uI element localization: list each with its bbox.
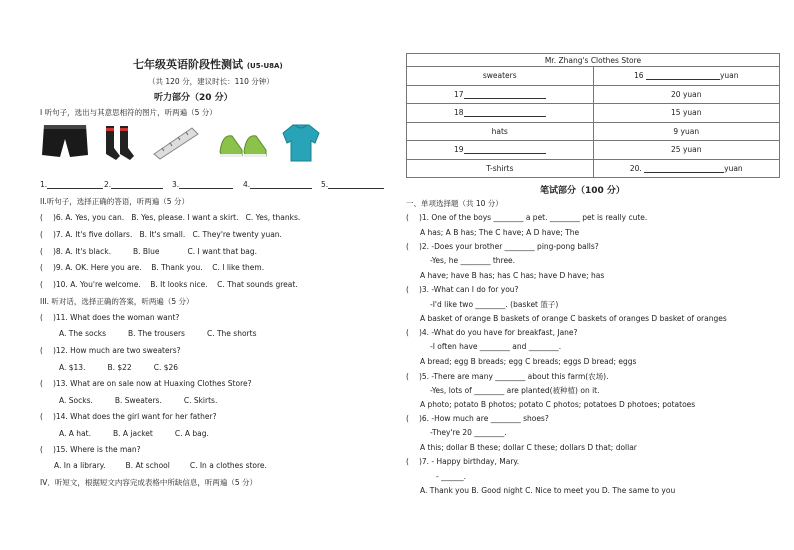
mc-question-3: ( )3. -What can I do for you? (406, 285, 519, 294)
page-title (133, 56, 283, 72)
table-row: 18 15 yuan (407, 104, 780, 123)
mc-question-6-reply: -They're 20 ________. (430, 428, 507, 437)
mc-question-4: ( )4. -What do you have for breakfast, Jane? (406, 328, 578, 337)
table-row: 17 20 yuan (407, 85, 780, 104)
title-text: 七年级英语阶段性测试 (133, 58, 243, 71)
mc-question-3-reply: -I'd like two ________. (basket 篮子) (430, 300, 559, 309)
mc-question-3-options: A basket of orange B baskets of orange C baskets of oranges D basket of oranges (420, 314, 727, 323)
mc-question-4-options: A bread; egg B breads; egg C breads; eggs D bread; eggs (420, 357, 637, 366)
question-12-options: A. $13. B. $22 C. $26 (59, 363, 179, 372)
part1-instruction: I 听句子，选出与其意思相符的图片，听两遍（5 分） (40, 108, 217, 117)
shorts-picture (40, 121, 90, 161)
blank-5[interactable]: 5. (321, 180, 384, 189)
question-15-options: A. In a library. B. At school C. In a clothes store. (54, 461, 267, 470)
mc-question-4-reply: -I often have ________ and ________. (430, 342, 562, 351)
question-12: ( )12. How much are two sweaters? (40, 346, 181, 355)
shoes-picture (218, 126, 268, 162)
question-9: ( )9. A. OK. Here you are. B. Thank you. C. I like them. (40, 263, 265, 272)
socks-picture (102, 124, 138, 162)
question-11-options: A. The socks B. The trousers C. The shorts (59, 329, 257, 338)
mc-question-2-reply: -Yes, he ________ three. (430, 256, 516, 265)
listening-title: 听力部分（20 分） (154, 93, 233, 103)
mc-question-1: ( )1. One of the boys ________ a pet. ________ pet is really cute. (406, 213, 648, 222)
mc-question-6: ( )6. -How much are ________ shoes? (406, 414, 549, 423)
mc-question-1-options: A has; A B has; The C have; A D have; The (420, 228, 580, 237)
blank-1[interactable]: 1. (40, 180, 103, 189)
mc-question-2-options: A have; have B has; has C has; have D have; has (420, 271, 605, 280)
table-row: 19 25 yuan (407, 141, 780, 160)
question-10: ( )10. A. You're welcome. B. It looks nice. C. That sounds great. (40, 280, 298, 289)
table-row: sweaters 16 yuan (407, 67, 780, 86)
ruler-picture (152, 126, 200, 160)
written-title: 笔试部分（100 分） (540, 186, 625, 196)
mc-question-7-reply: - ______. (436, 472, 466, 481)
mc-question-5: ( )5. -There are many ________ about this farm(农场). (406, 372, 609, 381)
blank-3[interactable]: 3. (172, 180, 233, 189)
question-6: ( )6. A. Yes, you can. B. Yes, please. I want a skirt. C. Yes, thanks. (40, 213, 301, 222)
sweater-picture (281, 121, 321, 163)
part3-instruction: III. 听对话，选择正确的答案，听两遍（5 分） (40, 297, 194, 306)
mc-question-5-options: A photo; potato B photos; potato C photos; potatoes D photoes; potatoes (420, 400, 696, 409)
question-15: ( )15. Where is the man? (40, 445, 141, 454)
mc-question-6-options: A this; dollar B these; dollar C these; dollars D that; dollar (420, 443, 637, 452)
mc-question-2: ( )2. -Does your brother ________ ping-pong balls? (406, 242, 599, 251)
question-13-options: A. Socks. B. Sweaters. C. Skirts. (59, 396, 218, 405)
question-8: ( )8. A. It's black. B. Blue C. I want that bag. (40, 247, 258, 256)
table-row: T-shirts 20. yuan (407, 159, 780, 178)
question-7: ( )7. A. It's five dollars. B. It's small. C. They're twenty yuan. (40, 230, 282, 239)
blank-2[interactable]: 2. (104, 180, 163, 189)
question-13: ( )13. What are on sale now at Huaxing Clothes Store? (40, 379, 252, 388)
store-table-title: Mr. Zhang's Clothes Store (407, 54, 780, 67)
mc-question-7-options: A. Thank you B. Good night C. Nice to meet you D. The same to you (420, 486, 676, 495)
section1-title: 一、单项选择题（共 10 分） (406, 199, 503, 208)
blank-4[interactable]: 4. (243, 180, 312, 189)
part4-instruction: IV．听短文，根据短文内容完成表格中所缺信息，听两遍（5 分） (40, 478, 257, 487)
store-table (406, 53, 780, 178)
question-14-options: A. A hat. B. A jacket C. A bag. (59, 429, 209, 438)
part2-instruction: II.听句子，选择正确的答语，听两遍（5 分） (40, 197, 189, 206)
mc-question-5-reply: -Yes, lots of ________ are planted(被种植) on it. (430, 386, 600, 395)
question-14: ( )14. What does the girl want for her father? (40, 412, 217, 421)
table-row: hats 9 yuan (407, 122, 780, 141)
title-suffix: (U5-U8A) (246, 62, 283, 70)
mc-question-7: ( )7. - Happy birthday, Mary. (406, 457, 520, 466)
question-11: ( )11. What does the woman want? (40, 313, 180, 322)
subtitle: （共 120 分，建议时长：110 分钟） (148, 77, 274, 86)
